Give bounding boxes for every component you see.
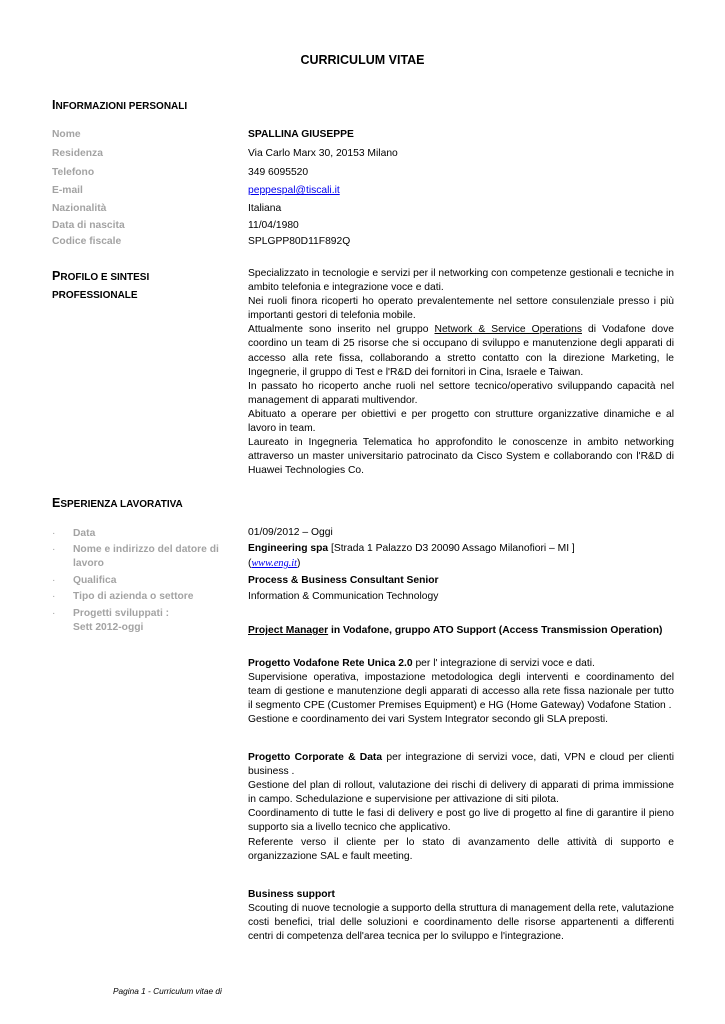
exp-label-employer: · Nome e indirizzo del datore di lavoro — [52, 543, 219, 569]
label-tax-code: Codice fiscale — [52, 236, 122, 247]
exp-employer: Engineering spa [Strada 1 Palazzo D3 20090 Assago Milanofiori – MI ] — [248, 543, 575, 554]
exp-label-period: Sett 2012-oggi — [73, 622, 144, 633]
profile-summary — [248, 267, 674, 478]
label-phone: Telefono — [52, 167, 95, 178]
exp-label-role: · Qualifica — [52, 574, 117, 586]
value-residence: Via Carlo Marx 30, 20153 Milano — [248, 148, 398, 159]
project-business-support: Business support Scouting di nuove tecnologie a supporto della struttura di management della rete, valutazione costi benefici, trial delle soluzioni e coordinamento delle risorse appartenenti a differenti centri di competenza dell'area tecnica per lo sviluppo e l'integrazione. — [248, 889, 674, 943]
exp-role: Process & Business Consultant Senior — [248, 575, 439, 586]
label-email: E-mail — [52, 185, 83, 196]
label-birth-date: Data di nascita — [52, 220, 125, 231]
section-personal-info-heading: INFORMAZIONI PERSONALI — [52, 98, 188, 112]
label-residence: Residenza — [52, 148, 103, 159]
profile-paragraph: Laureato in Ingegneria Telematica ho approfondito le conoscenze in ambito networking attraverso un master universitario patrocinato da Cisco System e collaborando con l'R&D di Huawei Technologies Co. — [248, 437, 674, 477]
exp-project-manager-heading: Project Manager in Vodafone, gruppo ATO Support (Access Transmission Operation) — [248, 625, 663, 636]
profile-paragraph: Abituato a operare per obiettivi e per progetto con strutture organizzative dinamiche e al lavoro in team. — [248, 408, 674, 435]
document-title: CURRICULUM VITAE — [300, 53, 425, 67]
project-corporate-data: Progetto Corporate & Data per integrazione di servizi voce, dati, VPN e cloud per clienti business . Gestione del plan di rollout, valutazione dei rischi di delivery di apparati di prima immissione in campo. Schedulazione e supervisione per attivazione di siti pilota. Coordinamento di tutte le fasi di delivery e post go live di progetto al fine di garantire il pieno supporto sia a livello tecnico che applicativo. Referente verso il cliente per lo stato di avanzamento delle attività di supporto e organizzazione SAL e fault meeting. — [248, 752, 674, 862]
value-phone: 349 6095520 — [248, 167, 309, 178]
profile-paragraph: Attualmente sono inserito nel gruppo Network & Service Operations di Vodafone dove coordino un team di 25 risorse che si occupano di sviluppo e manutenzione degli apparati di accesso alla rete fissa, collaborando a stretto contatto con la direzione Marketing, le Ingegnerie, il gruppo di Test e l'R&D dei fornitori in Cina, Israele e Taiwan. — [248, 324, 675, 378]
label-name: Nome — [52, 129, 81, 140]
experience-labels — [52, 527, 232, 636]
page-footer: Pagina 1 - Curriculum vitae di — [113, 986, 222, 996]
exp-label-projects: · Progetti sviluppati : — [52, 607, 170, 619]
value-tax-code: SPLGPP80D11F892Q — [248, 236, 351, 247]
employer-website-link[interactable]: www.eng.it — [251, 558, 298, 569]
team-name-underlined: Network & Service Operations — [434, 324, 582, 336]
section-profile-heading: PROFILO E SINTESI PROFESSIONALE — [52, 269, 150, 301]
exp-employer-web: (www.eng.it) — [248, 558, 301, 569]
email-link[interactable]: peppespal@tiscali.it — [248, 185, 340, 196]
profile-paragraph: Specializzato in tecnologie e servizi per il networking con competenze gestionali e tecniche in ambito telefonia e integrazione voce e dati. — [248, 268, 674, 294]
value-name: SPALLINA GIUSEPPE — [248, 129, 354, 140]
value-nationality: Italiana — [248, 203, 282, 214]
exp-sector: Information & Communication Technology — [248, 591, 439, 602]
profile-paragraph: Nei ruoli finora ricoperti ho operato prevalentemente nel settore consulenziale presso i più importanti gestori di telefonia mobile. — [248, 296, 674, 322]
exp-label-sector: · Tipo di azienda o settore — [52, 591, 194, 602]
section-experience-heading: ESPERIENZA LAVORATIVA — [52, 496, 183, 510]
project-rete-unica: Progetto Vodafone Rete Unica 2.0 per l' integrazione di servizi voce e dati. Supervisione operativa, impostazione metodologica degli interventi e coordinamento del team di gestione e manutenzione degli apparati di accesso alla rete fissa nazionale per tutto il segmento CPE (Customer Premises Equipment) e HG (Home Gateway) Vodafone Station . Gestione e coordinamento dei vari System Integrator secondo gli SLA preposti. — [248, 658, 674, 726]
value-birth-date: 11/04/1980 — [248, 220, 299, 231]
exp-date: 01/09/2012 – Oggi — [248, 527, 333, 538]
exp-label-date: · Data — [52, 528, 96, 539]
label-nationality: Nazionalità — [52, 203, 107, 214]
profile-paragraph: In passato ho ricoperto anche ruoli nel settore tecnico/operativo sviluppando capacità nel management di apparati multivendor. — [248, 380, 674, 406]
